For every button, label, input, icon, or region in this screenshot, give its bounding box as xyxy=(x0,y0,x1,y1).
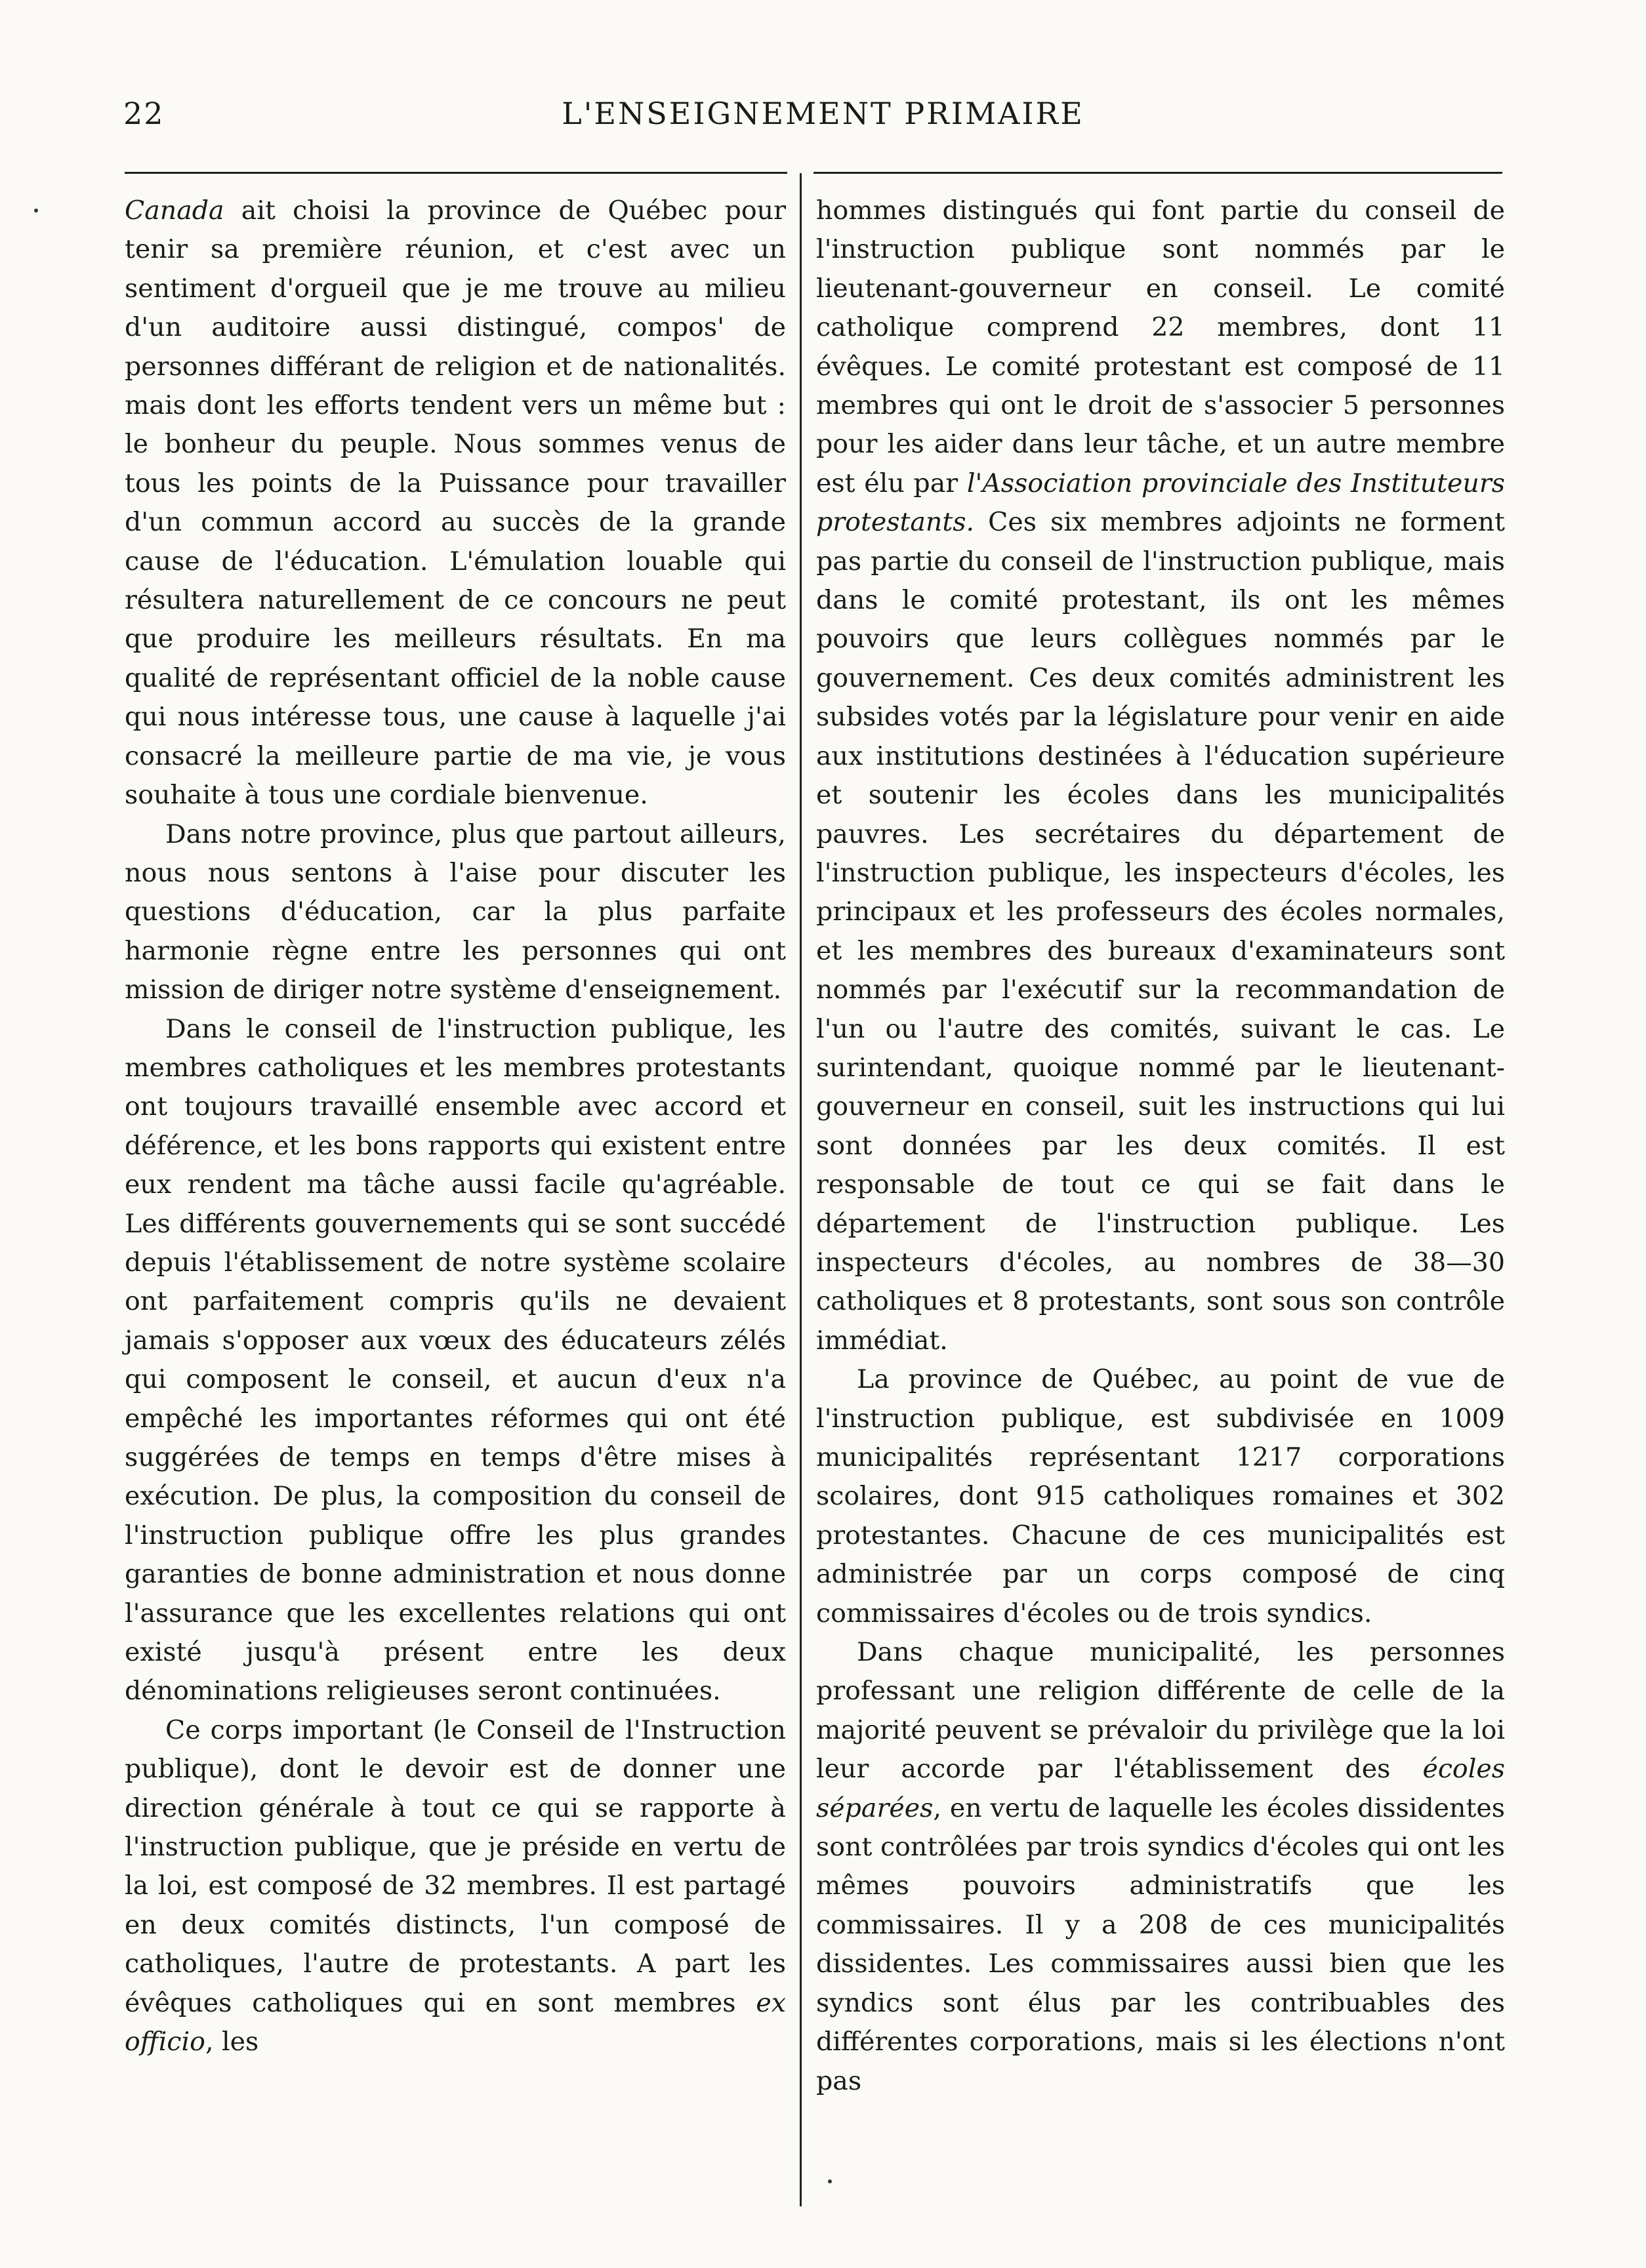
right-paragraph-3 xyxy=(816,1633,1505,2101)
left-p4-text-a: Ce corps important (le Conseil de l'Instruction publique), dont le devoir est de donner une direction générale à tout ce qui se rapporte à l'instruction publique, que je préside en vertu de la loi, est composé de 32 membres. Il est partagé en deux comités distincts, l'un composé de catholiques, l'autre de protestants. A part les évêques catholiques qui en sont membres xyxy=(125,1714,786,2018)
left-p4-italic: ex officio xyxy=(125,1987,786,2057)
speck-mark xyxy=(828,2179,832,2183)
header-rule-left xyxy=(125,172,787,174)
speck-mark xyxy=(34,209,38,213)
right-p1-italic: l'Association provinciale des Instituteurs protestants. xyxy=(816,468,1505,538)
right-p3-text-b: , en vertu de laquelle les écoles dissidentes sont contrôlées par trois syndics d'écoles qui ont les mêmes pouvoirs administratifs que les commissaires. Il y a 208 de ces municipalités dissidentes. Les commissaires aussi bien que les syndics sont élus par les contribuables des différentes corporations, mais si les élections n'ont pas xyxy=(816,1792,1505,2096)
right-paragraph-2: La province de Québec, au point de vue de l'instruction publique, est subdivisée en 1009 municipalités représentant 1217 corporations scolaires, dont 915 catholiques romaines et 302 protestantes. Chacune de ces municipalités est administrée par un corps composé de cinq commissaires d'écoles ou de trois syndics. xyxy=(816,1364,1505,1629)
left-column xyxy=(125,192,786,2062)
running-title: L'ENSEIGNEMENT PRIMAIRE xyxy=(562,96,1084,131)
header-rule-right xyxy=(813,172,1502,174)
right-column xyxy=(816,192,1505,2101)
left-p4-text-b: , les xyxy=(205,2027,259,2057)
left-paragraph-3: Dans le conseil de l'instruction publique, les membres catholiques et les membres protestants ont toujours travaillé ensemble avec accord et déférence, et les bons rapports qui existent entre eux rendent ma tâche aussi facile qu'agréable. Les différents gouvernements qui se sont succédé depuis l'établissement de notre système scolaire ont parfaitement compris qu'ils ne devaient jamais s'opposer aux vœux des éducateurs zélés qui composent le conseil, et aucun d'eux n'a empêché les importantes réformes qui ont été suggérées de temps en temps d'être mises à exécution. De plus, la composition du conseil de l'instruction publique offre les plus grandes garanties de bonne administration et nous donne l'assurance que les excellentes relations qui ont existé jusqu'à présent entre les deux dénominations religieuses seront continuées. xyxy=(125,1013,786,1707)
left-paragraph-2: Dans notre province, plus que partout ailleurs, nous nous sentons à l'aise pour discuter les questions d'éducation, car la plus parfaite harmonie règne entre les personnes qui ont mission de diriger notre système d'enseignement. xyxy=(125,819,786,1005)
page-number: 22 xyxy=(123,96,165,131)
left-p1-text: ait choisi la province de Québec pour tenir sa première réunion, et c'est avec un sentiment d'orgueil que je me trouve au milieu d'un auditoire aussi distingué, compos' de personnes différant de religion et de nationalités. mais dont les efforts tendent vers un même but : le bonheur du peuple. Nous sommes venus de tous les points de la Puissance pour travailler d'un commun accord au succès de la grande cause de l'éducation. L'émulation louable qui résultera naturellement de ce concours ne peut que produire les meilleurs résultats. En ma qualité de représentant officiel de la noble cause qui nous intéresse tous, une cause à laquelle j'ai consacré la meilleure partie de ma vie, je vous souhaite à tous une cordiale bienvenue. xyxy=(125,195,786,811)
left-paragraph-4 xyxy=(125,1711,786,2062)
right-p1-text-b: Ces six membres adjoints ne forment pas partie du conseil de l'instruction publique, mais dans le comité protestant, ils ont les mêmes pouvoirs que leurs collègues nommés par le gouvernement. Ces deux comités administrent les subsides votés par la législature pour venir en aide aux institutions destinées à l'éducation supérieure et soutenir les écoles dans les municipalités pauvres. Les secrétaires du département de l'instruction publique, les inspecteurs d'écoles, les principaux et les professeurs des écoles normales, et les membres des bureaux d'examinateurs sont nommés par l'exécutif sur la recommandation de l'un ou l'autre des comités, suivant le cas. Le surintendant, quoique nommé par le lieutenant-gouverneur en conseil, suit les instructions qui lui sont données par les deux comités. Il est responsable de tout ce qui se fait dans le département de l'instruction publique. Les inspecteurs d'écoles, au nombres de 38—30 catholiques et 8 protestants, sont sous son contrôle immédiat. xyxy=(816,507,1505,1356)
right-p3-italic: écoles séparées xyxy=(816,1754,1505,1823)
right-p3-text-a: Dans chaque municipalité, les personnes professant une religion différente de celle de la majorité peuvent se prévaloir du privilège que la loi leur accorde par l'établissement des xyxy=(816,1637,1505,1785)
left-paragraph-1 xyxy=(125,192,786,815)
left-p1-lead: Canada xyxy=(125,195,224,226)
right-paragraph-1 xyxy=(816,192,1505,1360)
column-divider xyxy=(800,173,802,2206)
right-p1-text-a: hommes distingués qui font partie du conseil de l'instruction publique sont nommés par le lieutenant-gouverneur en conseil. Le comité catholique comprend 22 membres, dont 11 évêques. Le comité protestant est composé de 11 membres qui ont le droit de s'associer 5 personnes pour les aider dans leur tâche, et un autre membre est élu par xyxy=(816,195,1505,498)
